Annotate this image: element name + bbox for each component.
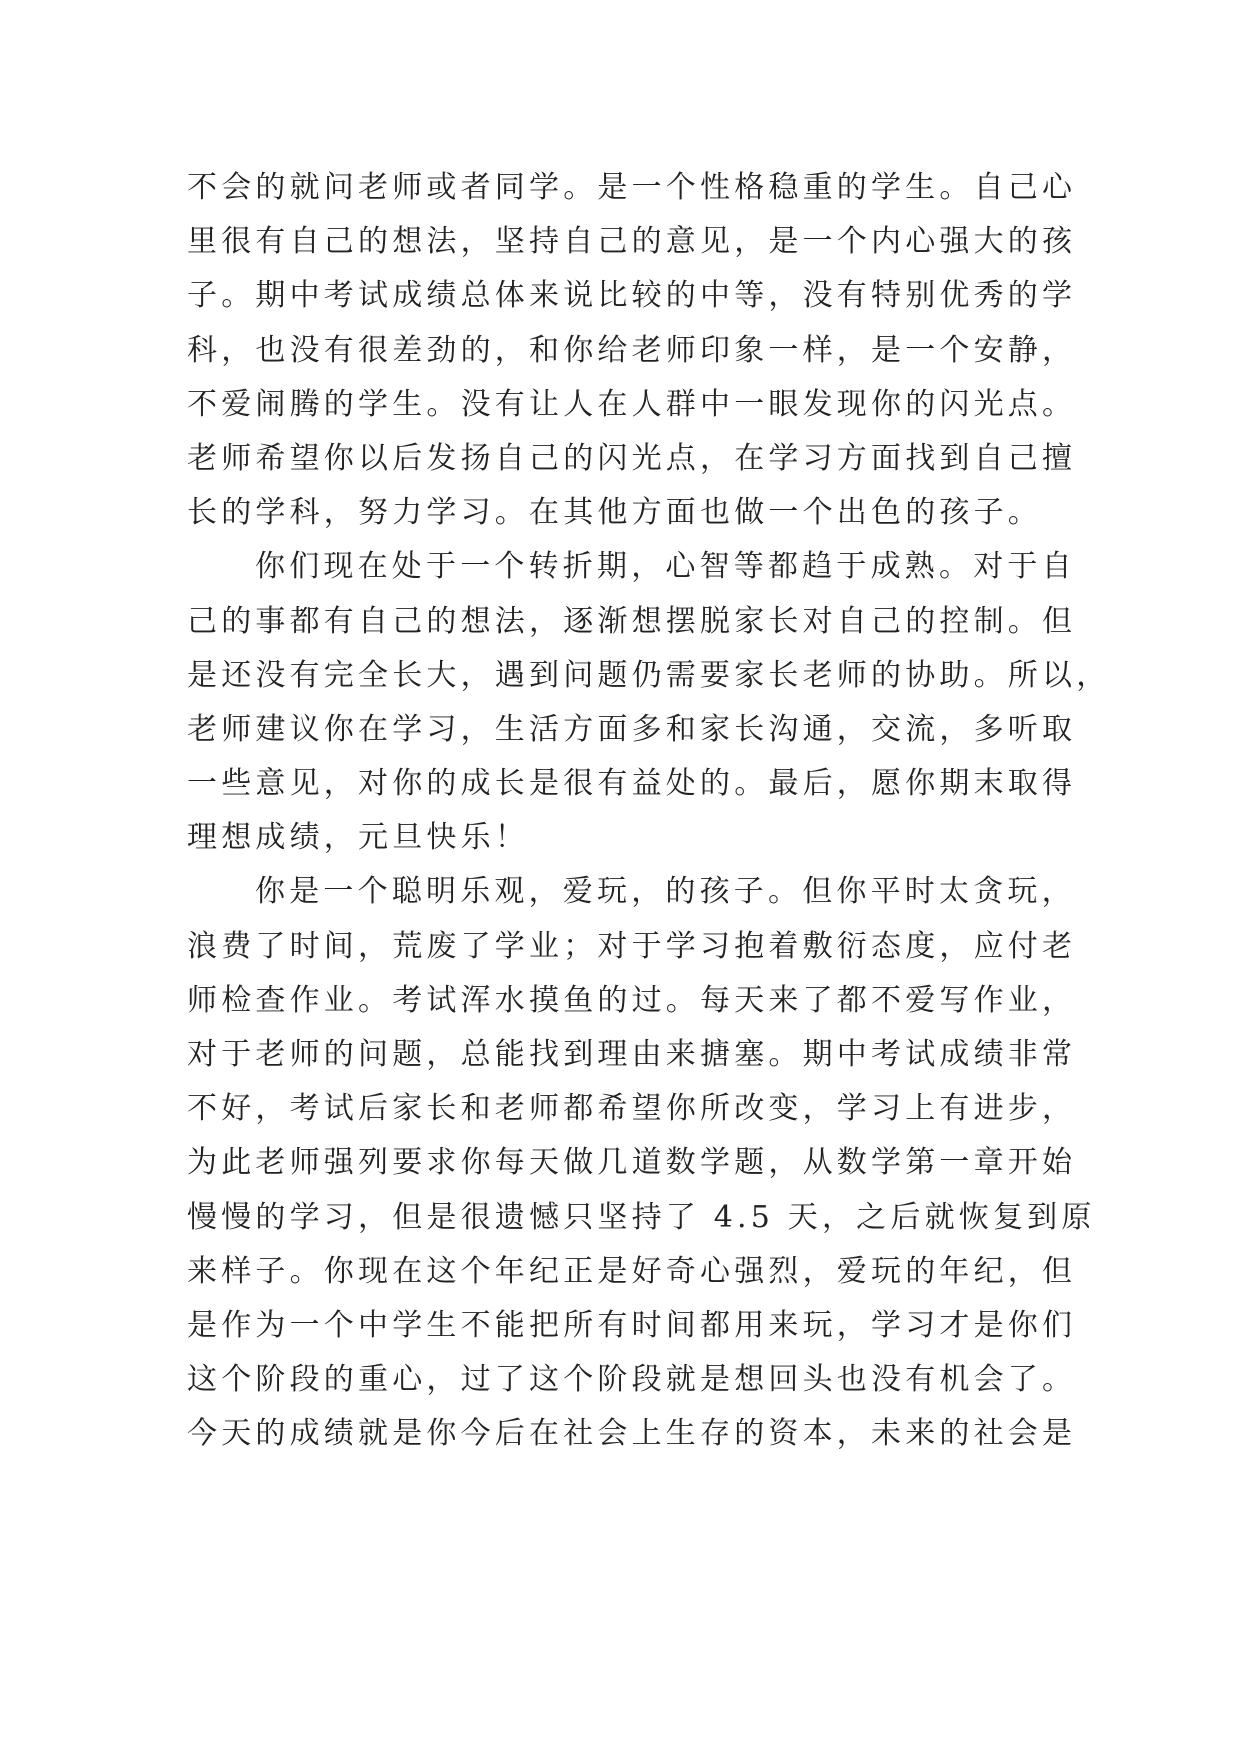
text-line: 一些意见，对你的成长是很有益处的。最后，愿你期末取得 [187,766,1077,802]
text-line: 里很有自己的想法，坚持自己的意见，是一个内心强大的孩 [187,224,1077,260]
text-line: 科，也没有很差劲的，和你给老师印象一样，是一个安静， [187,332,1077,368]
text-line: 慢慢的学习，但是很遗憾只坚持了 4.5 天，之后就恢复到原 [187,1199,1096,1235]
text-line: 是还没有完全长大，遇到问题仍需要家长老师的协助。所以， [187,657,1111,693]
text-line: 子。期中考试成绩总体来说比较的中等，没有特别优秀的学 [187,278,1077,314]
text-line: 师检查作业。考试浑水摸鱼的过。每天来了都不爱写作业， [187,982,1077,1018]
text-line: 老师建议你在学习，生活方面多和家长沟通，交流，多听取 [187,711,1077,747]
text-line: 今天的成绩就是你今后在社会上生存的资本，未来的社会是 [187,1416,1077,1452]
text-line: 理想成绩，元旦快乐！ [187,820,529,856]
text-line: 来样子。你现在这个年纪正是好奇心强烈，爱玩的年纪，但 [187,1253,1077,1289]
text-line: 长的学科，努力学习。在其他方面也做一个出色的孩子。 [187,495,1042,531]
text-line: 是作为一个中学生不能把所有时间都用来玩，学习才是你们 [187,1307,1077,1343]
text-line: 不好，考试后家长和老师都希望你所改变，学习上有进步， [187,1091,1077,1127]
document-body [187,161,1111,1462]
text-line: 不会的就问老师或者同学。是一个性格稳重的学生。自己心 [187,170,1077,205]
text-line: 对于老师的问题，总能找到理由来搪塞。期中考试成绩非常 [187,1037,1077,1072]
text-line: 为此老师强列要求你每天做几道数学题，从数学第一章开始 [187,1145,1077,1181]
text-line: 浪费了时间，荒废了学业；对于学习抱着敷衍态度，应付老 [187,928,1077,964]
text-line: 己的事都有自己的想法，逐渐想摆脱家长对自己的控制。但 [187,603,1077,639]
text-line: 不爱闹腾的学生。没有让人在人群中一眼发现你的闪光点。 [187,386,1077,422]
paragraph-first-line: 你们现在处于一个转折期，心智等都趋于成熟。对于自 [255,549,1076,585]
text-line: 老师希望你以后发扬自己的闪光点，在学习方面找到自己擅 [187,440,1077,476]
paragraph-first-line: 你是一个聪明乐观，爱玩，的孩子。但你平时太贪玩， [255,874,1076,910]
text-line: 这个阶段的重心，过了这个阶段就是想回头也没有机会了。 [187,1362,1077,1398]
